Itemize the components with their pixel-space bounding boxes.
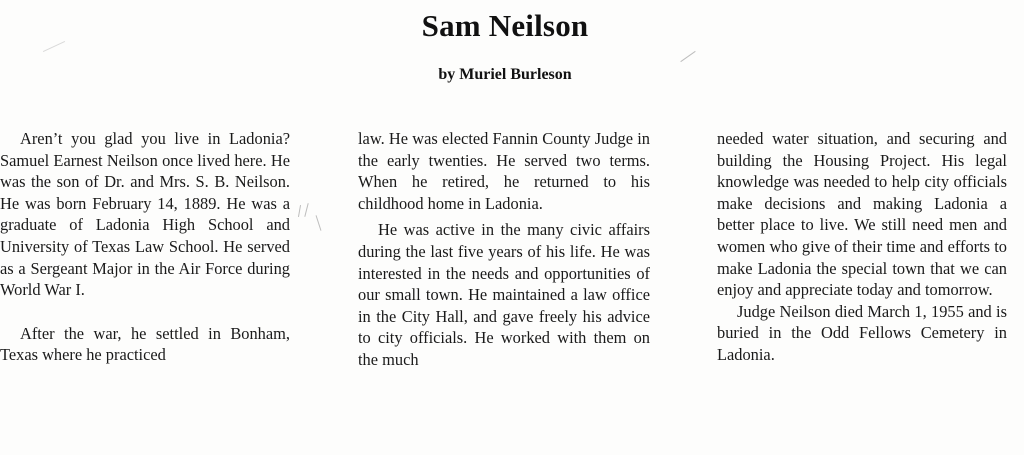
paragraph: He was active in the many civic affairs during the last five years of his life. He was interested in the needs and opportunities of our small town. He maintained a law office in the City Hall, and gave freely his advice to city officials. He worked with them on the much	[358, 220, 650, 369]
paragraph: After the war, he settled in Bonham, Texas where he practiced	[0, 323, 290, 365]
scan-mark	[304, 203, 308, 217]
article-column-3	[717, 128, 1007, 366]
article-column-1	[0, 128, 290, 366]
paragraph: law. He was elected Fannin County Judge in the early twenties. He served two terms. When he retired, he returned to his childhood home in Ladonia.	[358, 129, 650, 213]
scan-mark	[680, 51, 695, 62]
article-title: Sam Neilson	[421, 8, 589, 43]
scan-mark	[316, 215, 322, 231]
paragraph: Aren’t you glad you live in Ladonia? Samuel Earnest Neilson once lived here. He was the son of Dr. and Mrs. S. B. Neilson. He was born February 14, 1889. He was a graduate of Ladonia High School and University of Texas Law School. He served as a Sergeant Major in the Air Force during World War I.	[0, 129, 290, 300]
article-byline: by Muriel Burleson	[438, 66, 572, 83]
article-column-2	[358, 128, 650, 371]
paragraph: needed water situation, and securing and building the Housing Project. His legal knowledge was needed to help city officials make decisions and making Ladonia a better place to live. We still need men and women who give of their time and efforts to make Ladonia the special town that we can enjoy and appreciate today and tomorrow.	[717, 129, 1007, 300]
paragraph: Judge Neilson died March 1, 1955 and is buried in the Odd Fellows Cemetery in Ladonia.	[717, 301, 1007, 364]
scan-mark	[298, 205, 301, 217]
